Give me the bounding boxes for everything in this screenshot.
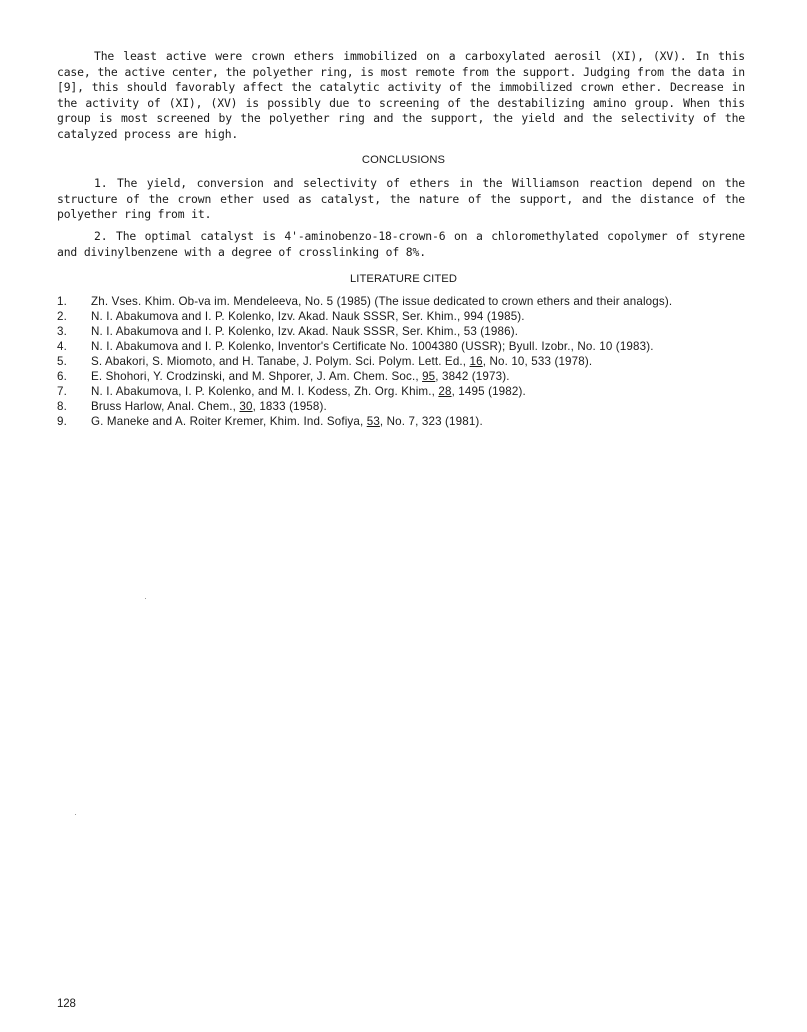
reference-citation: N. I. Abakumova and I. P. Kolenko, Izv. Akad. Nauk SSSR, Ser. Khim., 994 (1985). (91, 310, 525, 323)
reference-volume: 95 (422, 370, 436, 383)
reference-text (91, 294, 757, 309)
reference-number: 8. (57, 400, 67, 413)
reference-text (91, 339, 757, 354)
reference-number: 2. (57, 310, 67, 323)
reference-item (57, 339, 757, 354)
reference-number: 6. (57, 370, 67, 383)
reference-text (91, 354, 757, 369)
reference-text (91, 399, 757, 414)
reference-text (91, 309, 757, 324)
scan-speck (75, 814, 76, 815)
conclusions-heading: CONCLUSIONS (361, 154, 446, 166)
reference-volume: 16 (469, 355, 483, 368)
reference-item (57, 414, 757, 429)
reference-item (57, 384, 757, 399)
reference-pages: , No. 7, 323 (1981). (379, 415, 483, 428)
reference-text (91, 414, 757, 429)
conclusion-text: 1. The yield, conversion and selectivity of ethers in the Williamson reaction depend on the structure of the crown ether used as catalyst, the nature of the support, and the distance of the polyether ring from it. (57, 176, 745, 221)
reference-citation: S. Abakori, S. Miomoto, and H. Tanabe, J. Polym. Sci. Polym. Lett. Ed., (91, 355, 470, 368)
reference-citation: E. Shohori, Y. Crodzinski, and M. Shporer, J. Am. Chem. Soc., (91, 370, 423, 383)
reference-item (57, 399, 757, 414)
reference-pages: , 1495 (1982). (451, 385, 526, 398)
reference-text (91, 369, 757, 384)
reference-text (91, 324, 757, 339)
body-paragraph-activity (57, 49, 745, 142)
reference-number: 4. (57, 340, 67, 353)
literature-cited-heading: LITERATURE CITED (349, 273, 458, 285)
paragraph-text: The least active were crown ethers immobilized on a carboxylated aerosil (XI), (XV). In this case, the active center, the polyether ring, is most remote from the support. Judging from the data in [9], this should favorably affect the catalytic activity of the immobilized crown ether. Decrease in the activity of (XI), (XV) is possibly due to screening of the destabilizing amino group. When this group is most screened by the polyether ring and the support, the yield and the selectivity of the catalyzed process are high. (57, 49, 745, 141)
reference-item (57, 324, 757, 339)
reference-number: 7. (57, 385, 67, 398)
reference-pages: , No. 10, 533 (1978). (482, 355, 593, 368)
reference-pages: , 1833 (1958). (252, 400, 327, 413)
reference-pages: , 3842 (1973). (435, 370, 510, 383)
scan-speck (145, 598, 146, 599)
reference-volume: 30 (239, 400, 253, 413)
reference-citation: G. Maneke and A. Roiter Kremer, Khim. Ind. Sofiya, (91, 415, 367, 428)
reference-citation: N. I. Abakumova and I. P. Kolenko, Inventor's Certificate No. 1004380 (USSR); Byull. Izobr., No. 10 (1983). (91, 340, 654, 353)
reference-citation: N. I. Abakumova, I. P. Kolenko, and M. I. Kodess, Zh. Org. Khim., (91, 385, 439, 398)
reference-text (91, 384, 757, 399)
reference-number: 3. (57, 325, 67, 338)
reference-volume: 53 (366, 415, 380, 428)
reference-citation: N. I. Abakumova and I. P. Kolenko, Izv. Akad. Nauk SSSR, Ser. Khim., 53 (1986). (91, 325, 519, 338)
conclusion-item-1 (57, 176, 745, 223)
reference-list (57, 294, 757, 429)
reference-number: 5. (57, 355, 67, 368)
reference-number: 9. (57, 415, 67, 428)
reference-volume: 28 (438, 385, 452, 398)
reference-citation: Bruss Harlow, Anal. Chem., (91, 400, 240, 413)
conclusion-text: 2. The optimal catalyst is 4'-aminobenzo-18-crown-6 on a chloromethylated copolymer of styrene and divinylbenzene with a degree of crosslinking of 8%. (57, 229, 745, 259)
reference-item (57, 354, 757, 369)
conclusion-item-2 (57, 229, 745, 260)
reference-item (57, 369, 757, 384)
reference-item (57, 309, 757, 324)
reference-number: 1. (57, 295, 67, 308)
reference-citation: Zh. Vses. Khim. Ob-va im. Mendeleeva, No. 5 (1985) (The issue dedicated to crown ethers and their analogs). (91, 295, 673, 308)
reference-item (57, 294, 757, 309)
page-number: 128 (57, 998, 76, 1010)
